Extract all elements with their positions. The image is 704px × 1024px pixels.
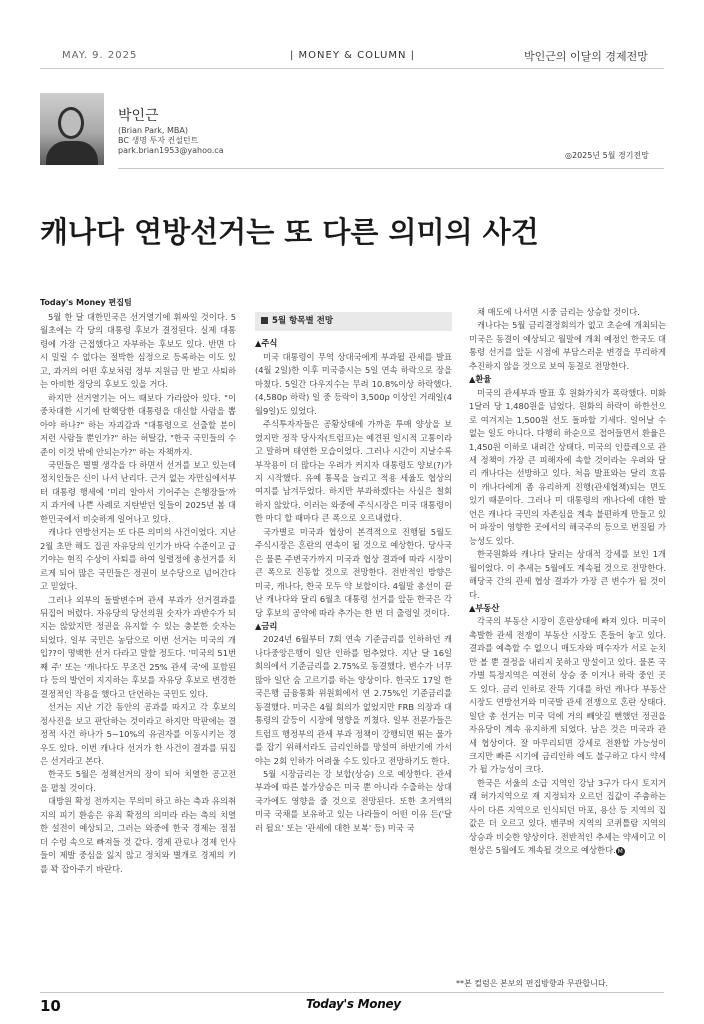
author-position: BC 생명 투자 컨설턴트: [118, 136, 199, 145]
paragraph: 각국의 부동산 시장이 혼란상태에 빠져 있다. 미국이 촉발한 관세 전쟁이 부동산 시장도 흔들어 놓고 있다. 결과를 예측할 수 없으니 매도자와 매수자가 서로 눈치만 볼 뿐 결정을 내리지 못하고 망설이고 있다. 물론 국가별 특정지역은 여전히 상승 중 이거나 하락 중인 곳도 있다. 금리 인하로 잔뜩 기대를 하던 캐나다 부동산 시장도 연방선거와 미국발 관세 전쟁으로 혼란 상태다. 일단 총 선거는 미국 덕에 거의 빼앗길 뻔했던 정권을 자유당이 계속 유지하게 되었다. 남은 것은 미국과 관세 협상이다. 잘 마무리되면 강세로 전환할 가능성이 크지만 빠른 시기에 금리인하 예도 불구하고 다시 약세가 될 가능성이 크다.: [469, 616, 666, 775]
author-info: [118, 126, 318, 156]
issue-label: ◎2025년 5월 경기전망: [565, 151, 649, 160]
column-2: [255, 312, 452, 962]
paragraph: 채 매도에 나서면 시중 금리는 상승할 것이다.: [477, 307, 640, 317]
page-number: 10: [40, 997, 61, 1015]
paragraph: 5월 한 달 대한민국은 선거열기에 휘싸일 것이다. 5월초에는 각 당의 대통령 후보가 결정된다. 실제 대통령에 가장 근접했다고 자부하는 후보도 있다. 반면 다시 밀릴 수 없다는 절박한 심정으로 등록하는 이도 있고, 과거의 어떤 후보처럼 정부 지원금 만 받고 사퇴하는 아비한 정당의 후보도 있을 거다.: [40, 312, 236, 390]
author-english-name: (Brian Park, MBA): [118, 126, 188, 135]
section-heading-exchange-rate: ▲환율: [469, 374, 492, 385]
footer-divider: [40, 992, 664, 993]
column-3: [469, 306, 666, 982]
paragraph: 5월 시장금리는 강 보합(상승) 으로 예상한다. 관세부과에 따른 불가상승은 미국 뿐 아니라 수출하는 상대 국가에도 영향을 줄 것으로 전망된다. 또한 초거액의 미국 국채를 보유하고 있는 나라들이 어떤 이유 든('달러 될요' 또는 '관세에 대한 보복' 등) 미국 국: [255, 768, 452, 833]
outlook-box-label: 5월 항목별 전망: [272, 316, 334, 326]
paragraph: 국가별로 미국과 협상이 본격적으로 진행될 5월도 주식시장은 혼란의 연속이 될 것으로 예상한다. 당사국은 물론 주변국가까지 미국과 협상 결과에 따라 시장이 큰 폭으로 진동할 것으로 전망한다. 전반적인 방향은 미국, 캐나다, 한국 모두 약 보합이다. 4월말 총선이 끝난 캐나다와 달리 6월초 대통령 선거를 앞둔 한국은 각 당 후보의 공약에 따라 추가는 한 번 더 출렁일 것이다.: [255, 526, 452, 618]
header-section: | MONEY & COLUMN |: [290, 50, 416, 61]
article-title: 캐나다 연방선거는 또 다른 의미의 사건: [40, 215, 539, 249]
section-heading-stocks: ▲주식: [255, 338, 278, 349]
paragraph: 캐나다는 5월 금리결정회의가 없고 초순에 개최되는 미국은 동결이 예상되고 월말에 개최 예정인 한국도 대통령 선거를 앞둔 시점에 부담스러운 변경을 무리하게 추진하지 않을 것으로 보여 동결로 전망한다.: [469, 320, 666, 371]
paragraph: 선거는 지난 기간 동안의 공과를 따지고 각 후보의 정사진을 보고 판단하는 것이라고 하지만 막판에는 결정적 사건 하나가 5~10%의 유권자를 이동시키는 경우도 있다. 이번 캐나다 선거가 한 사건이 결과를 뒤집은 선거라고 본다.: [40, 702, 236, 766]
header-series-title: 박인근의 이달의 경제전망: [524, 50, 648, 63]
footnote: **본 컬럼은 본보의 편집방향과 무관합니다.: [456, 979, 609, 988]
paragraph: 그러나 외부의 돌발변수며 관세 부과가 선거결과를 뒤집어 버렸다. 자유당의 당선의원 숫자가 과반수가 되지는 않았지만 정권을 유지할 수 있는 충분한 숫자는 되었다. 일부 국민은 농담으로 이번 선거는 미국의 개입??이 명백한 선거 다라고 말할 정도다. '미국의 51번째 주' 또는 '캐나다도 무조건 25% 관세 국'에 포함된다 등의 발언이 지지하는 후보를 자유당 후보로 변경한 결정적인 작용을 했다고 단언하는 국민도 있다.: [40, 594, 236, 699]
author-name: 박인근: [118, 108, 159, 124]
author-photo: [40, 93, 104, 165]
header-date: MAY. 9. 2025: [62, 50, 138, 61]
publication-logo: Today's Money: [306, 997, 401, 1011]
paragraph: 미국 대통령이 무역 상대국에게 부과될 관세를 발표(4월 2일)한 이후 미국증시는 5일 연속 하락으로 장을 마쳤다. 5일간 다우지수는 무려 10.8%이상 하락했다. (4,580p 하락) 일 중 등락이 3,500p 이상인 거래일(4월9일)도 있었다.: [255, 351, 452, 416]
paragraph: 국민들은 별별 생각을 다 하면서 선거를 보고 있는데 정치인들은 신이 나서 난리다. 근거 없는 자만심에서부터 대통령 행세에 '미리 알아서 기어주는 은행장들'까지 과거에 나쁜 사례로 지탄받던 일들이 2025년 봄 대한민국에서 비슷하게 일어나고 있다.: [40, 459, 236, 524]
paragraph: 캐나다 연방선거는 또 다른 의미의 사건이었다. 지난 2월 초만 해도 집권 자유당의 인기가 바닥 수준이고 급기야는 현직 수상이 사퇴를 하여 일렬정에 총선거를 치르게 되어 많은 국민들은 정권이 보수당으로 넘어간다고 믿었다.: [40, 527, 236, 592]
paragraph: 주식투자자들은 공황상태에 가까운 투매 양상을 보였지만 정작 당사자(트럼프)는 예견된 일시적 고통이라고 말하며 태연한 모습이었다. 그러나 시간이 지날수록 부작용이 더 많다는 우려가 커지자 대통령도 양보(?)가지 시작했다. 유예 통목을 늘리고 적용 세율도 협상의 여지를 남겨두었다. 하지만 부과하겠다는 사실은 철회하지 않았다. 이러는 와중에 주식시장은 미국 대통령이 한 마디 할 때마다 큰 폭으로 오르내렸다.: [255, 419, 452, 524]
header-divider: [40, 68, 664, 69]
column-1: [40, 311, 236, 961]
paragraph-final: [469, 777, 666, 858]
paragraph: 대방원 확정 전까지는 무의미 하고 하는 측과 유의취지의 피기 환송은 유죄 확정의 의미라 라는 측의 치열한 설전이 예상되고, 그러는 와중에 한국 경제는 점점 더 수렁 속으로 빠져들 것 같다. 경제 관료나 경제 인사들이 제발 중심을 잃지 않고 정치와 별개로 경제의 키를 꽉 잡아주기 바란다.: [40, 796, 236, 874]
paragraph: 한국도 5월은 정책선거의 장이 되어 치열한 공고전을 펼칠 것이다.: [40, 769, 236, 793]
author-face-shape: [58, 107, 84, 139]
section-heading-real-estate: ▲부동산: [469, 602, 500, 613]
author-email: park.brian1953@yahoo.ca: [118, 146, 224, 155]
paragraph-text: 한국은 서울의 소급 지역인 강남 3구가 다시 토지거래 허가지역으로 재 지정되자 오르던 집값이 주춤하는 사이 다른 지역으로 인식되던 마포, 용산 등 지역의 집값은 더 오르고 있다. 밴쿠버 지역의 코퀴틀람 지역의 상승과 비슷한 양상이다. 전반적인 추세는 약세이고 이 현상은 5월에도 계속될 것으로 예상한다.: [469, 777, 666, 856]
paragraph: 2024년 6월부터 7회 연속 기준금리를 인하하던 캐나다중앙은행이 일단 인하를 멈추었다. 지난 달 16일 회의에서 기준금리를 2.75%로 동결했다. 변수가 너무 많아 일단 숨 고르기를 하는 양상이다. 한국도 17일 한국은행 금융통화 위원회에서 연 2.75%인 기준금리를 동결했다. 미국은 4월 회의가 없었지만 FRB 의장과 대통령의 갈등이 시장에 영향을 끼쳤다. 일부 전문가들은 트럼프 행정부의 관세 부과 정책이 강행되면 뛰는 물가를 잡기 위해서라도 금리인하를 망설여 하반기에 가서야는 2회 인하가 어려울 수도 있다고 전망하기도 한다.: [255, 634, 452, 766]
paragraph: 미국의 관세부과 발표 후 원화가치가 폭락했다. 미화 1달러 당 1,480원을 넘었다. 원화의 하락이 하한선으로 여겨지는 1,500원 선도 돌파할 기세다. 일어날 수 없는 일도 아니다. 다행히 하순으로 접어들면서 환율은 1,450원 이하로 내려간 상태다. 미국의 인플레으로 관세 정책이 가장 큰 피해자에 속할 것이라는 우려와 달리 캐나다는 선방하고 있다. 처음 발표와는 달리 흐름이 캐나다에게 좀 유리하게 진행(관세협책)되는 면도 있기 때문이다. 그러나 미 대통령의 캐나다에 대한 발언은 캐나다 국민의 자존심을 계속 불편하게 만들고 있어 파장이 영향한 곳에서의 해국주의 등으로 번질될 가능성도 있다.: [469, 387, 666, 546]
paragraph: 하지만 선거열기는 어느 때보다 가라앉아 있다. "이 중차대한 시기에 탄핵당한 대통령을 대신할 사람을 뽑아야 하나?" 하는 자괴감과 "대통령으로 선출할 분이 저런 사람들 뿐인가?" 하는 허탈감, "한국 국민들의 수준이 이것 밖에 안되는가?" 하는 자책까지.: [40, 392, 236, 457]
outlook-box-heading: [255, 312, 452, 331]
paragraph: 한국원화와 캐나다 달러는 상대적 강세를 보인 1개월이었다. 이 추세는 5월에도 계속될 것으로 전망한다. 해당국 간의 관세 협상 결과가 가장 큰 변수가 될 것이다.: [469, 549, 666, 600]
square-bullet-icon: [261, 317, 268, 324]
byline: Today's Money 편집팀: [40, 298, 132, 307]
end-mark-icon: M: [617, 848, 623, 856]
section-heading-interest-rates: ▲금리: [255, 620, 278, 631]
author-divider: [118, 168, 664, 169]
author-suit-shape: [46, 141, 98, 165]
